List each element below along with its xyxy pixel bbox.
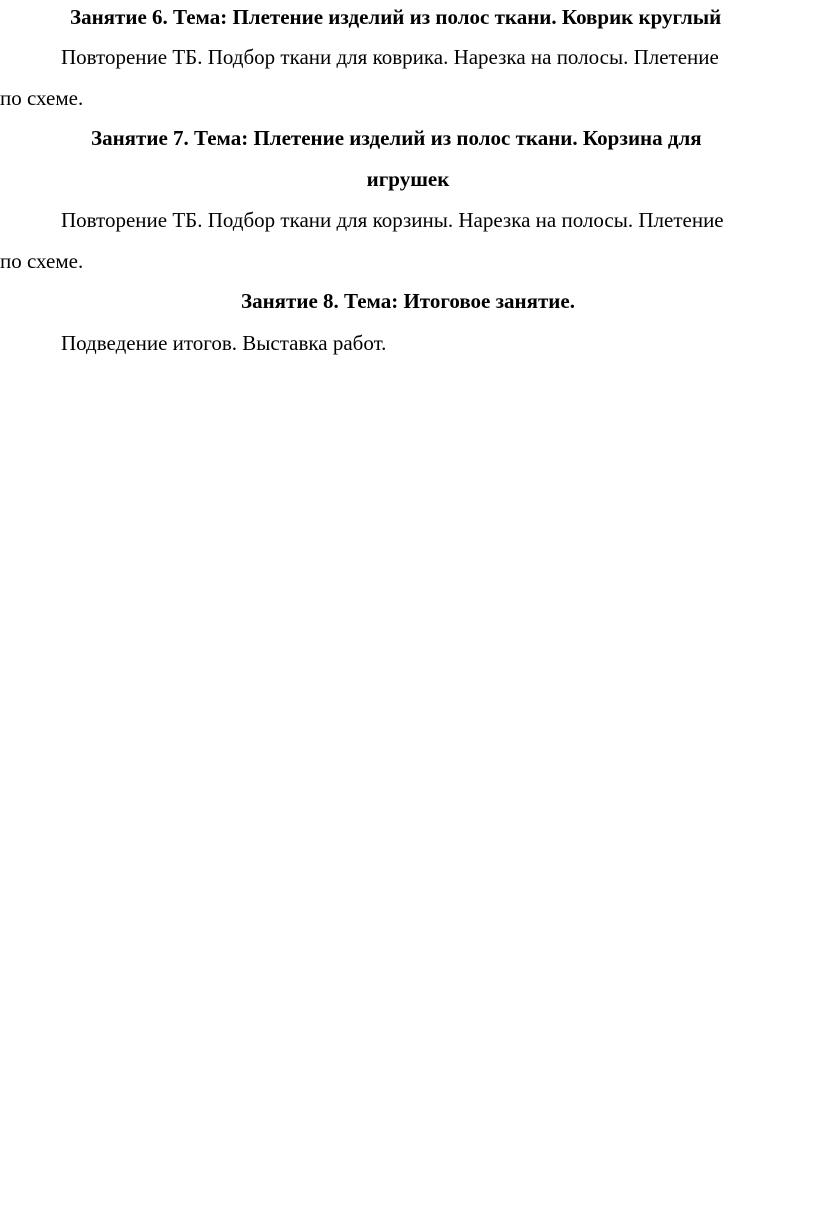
lesson-6-body-line-2: по схеме.	[0, 86, 84, 110]
lesson-8-heading: Занятие 8. Тема: Итоговое занятие.	[241, 289, 575, 313]
lesson-7-heading-line-2: игрушек	[366, 167, 450, 191]
lesson-8-body-line-1: Подведение итогов. Выставка работ.	[61, 331, 387, 355]
lesson-7-heading-line-1: Занятие 7. Тема: Плетение изделий из полос ткани. Корзина для	[91, 126, 702, 150]
lesson-6-body-line-1: Повторение ТБ. Подбор ткани для коврика. Нарезка на полосы. Плетение	[61, 45, 719, 69]
lesson-7-body-line-2: по схеме.	[0, 249, 84, 273]
lesson-6-heading: Занятие 6. Тема: Плетение изделий из полос ткани. Коврик круглый	[70, 5, 722, 29]
lesson-7-body-line-1: Повторение ТБ. Подбор ткани для корзины. Нарезка на полосы. Плетение	[61, 208, 724, 232]
